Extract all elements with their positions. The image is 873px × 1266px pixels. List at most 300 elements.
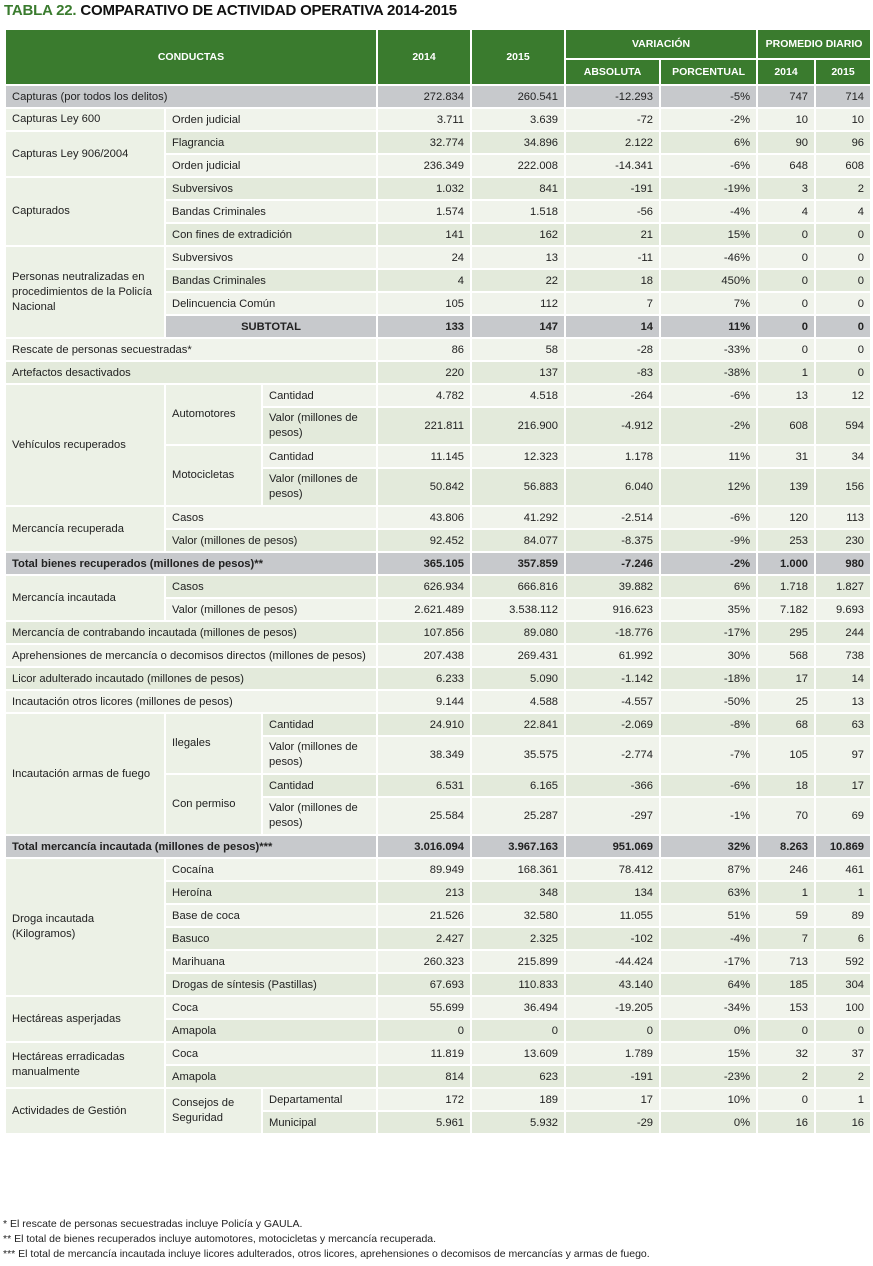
variacion-porcentual: -7% <box>660 736 757 774</box>
value-2015: 56.883 <box>471 468 565 506</box>
value-2014: 814 <box>377 1065 471 1088</box>
promedio-2015: 37 <box>815 1042 871 1065</box>
row-label: Rescate de personas secuestradas* <box>5 338 377 361</box>
variacion-absoluta: -7.246 <box>565 552 660 575</box>
promedio-2015: 980 <box>815 552 871 575</box>
variacion-porcentual: 63% <box>660 881 757 904</box>
row-label: Subversivos <box>165 246 377 269</box>
row-label: Flagrancia <box>165 131 377 154</box>
promedio-2015: 100 <box>815 996 871 1019</box>
row-label: Con fines de extradición <box>165 223 377 246</box>
header-2015: 2015 <box>471 29 565 85</box>
value-2014: 141 <box>377 223 471 246</box>
promedio-2014: 120 <box>757 506 815 529</box>
variacion-absoluta: 18 <box>565 269 660 292</box>
promedio-2014: 139 <box>757 468 815 506</box>
promedio-2014: 568 <box>757 644 815 667</box>
value-2014: 236.349 <box>377 154 471 177</box>
header-promedio-2014: 2014 <box>757 59 815 85</box>
row-label: Mercancía de contrabando incautada (millones de pesos) <box>5 621 377 644</box>
table-row <box>5 996 871 1019</box>
promedio-2014: 608 <box>757 407 815 445</box>
promedio-2014: 59 <box>757 904 815 927</box>
variacion-porcentual: 6% <box>660 575 757 598</box>
promedio-2014: 25 <box>757 690 815 713</box>
row-label: Casos <box>165 575 377 598</box>
variacion-absoluta: 14 <box>565 315 660 338</box>
value-2015: 4.588 <box>471 690 565 713</box>
value-2015: 348 <box>471 881 565 904</box>
variacion-absoluta: 1.789 <box>565 1042 660 1065</box>
promedio-2014: 3 <box>757 177 815 200</box>
row-label: Amapola <box>165 1065 377 1088</box>
row-label: Orden judicial <box>165 154 377 177</box>
promedio-2014: 0 <box>757 292 815 315</box>
value-2014: 2.621.489 <box>377 598 471 621</box>
value-2015: 3.538.112 <box>471 598 565 621</box>
promedio-2014: 1.718 <box>757 575 815 598</box>
table-row <box>5 361 871 384</box>
value-2015: 22 <box>471 269 565 292</box>
variacion-absoluta: -83 <box>565 361 660 384</box>
group-label: Vehículos recuperados <box>5 384 165 506</box>
table-row <box>5 177 871 200</box>
row-label: Valor (millones de pesos) <box>262 407 377 445</box>
variacion-porcentual: -19% <box>660 177 757 200</box>
table-row <box>5 506 871 529</box>
promedio-2014: 2 <box>757 1065 815 1088</box>
value-2015: 35.575 <box>471 736 565 774</box>
table-row <box>5 575 871 598</box>
row-label: SUBTOTAL <box>165 315 377 338</box>
promedio-2014: 0 <box>757 1019 815 1042</box>
promedio-2015: 244 <box>815 621 871 644</box>
promedio-2014: 1 <box>757 361 815 384</box>
variacion-absoluta: -2.514 <box>565 506 660 529</box>
value-2014: 221.811 <box>377 407 471 445</box>
variacion-porcentual: 32% <box>660 835 757 858</box>
variacion-porcentual: -33% <box>660 338 757 361</box>
value-2015: 36.494 <box>471 996 565 1019</box>
row-label: Coca <box>165 1042 377 1065</box>
row-label: Base de coca <box>165 904 377 927</box>
value-2015: 6.165 <box>471 774 565 797</box>
value-2015: 13.609 <box>471 1042 565 1065</box>
row-label: Marihuana <box>165 950 377 973</box>
promedio-2015: 1.827 <box>815 575 871 598</box>
value-2014: 55.699 <box>377 996 471 1019</box>
row-label: Valor (millones de pesos) <box>262 797 377 835</box>
promedio-2015: 1 <box>815 1088 871 1111</box>
value-2014: 220 <box>377 361 471 384</box>
value-2014: 2.427 <box>377 927 471 950</box>
promedio-2014: 295 <box>757 621 815 644</box>
promedio-2015: 4 <box>815 200 871 223</box>
variacion-porcentual: 12% <box>660 468 757 506</box>
header-variacion: VARIACIÓN <box>565 29 757 59</box>
value-2015: 269.431 <box>471 644 565 667</box>
variacion-porcentual: -6% <box>660 774 757 797</box>
variacion-absoluta: -366 <box>565 774 660 797</box>
variacion-absoluta: 6.040 <box>565 468 660 506</box>
variacion-porcentual: -17% <box>660 621 757 644</box>
row-label: Cantidad <box>262 384 377 407</box>
promedio-2015: 113 <box>815 506 871 529</box>
variacion-porcentual: 450% <box>660 269 757 292</box>
row-label: Amapola <box>165 1019 377 1042</box>
table-number: TABLA 22. <box>4 2 77 19</box>
variacion-absoluta: 17 <box>565 1088 660 1111</box>
variacion-absoluta: 39.882 <box>565 575 660 598</box>
value-2015: 22.841 <box>471 713 565 736</box>
variacion-absoluta: -2.774 <box>565 736 660 774</box>
variacion-absoluta: 916.623 <box>565 598 660 621</box>
group-label: Capturas Ley 906/2004 <box>5 131 165 177</box>
promedio-2015: 738 <box>815 644 871 667</box>
variacion-porcentual: -34% <box>660 996 757 1019</box>
row-label: Municipal <box>262 1111 377 1134</box>
row-label: Licor adulterado incautado (millones de pesos) <box>5 667 377 690</box>
variacion-porcentual: -2% <box>660 108 757 131</box>
promedio-2015: 14 <box>815 667 871 690</box>
variacion-absoluta: -2.069 <box>565 713 660 736</box>
value-2014: 5.961 <box>377 1111 471 1134</box>
promedio-2015: 10 <box>815 108 871 131</box>
variacion-porcentual: -1% <box>660 797 757 835</box>
group-label: Mercancía incautada <box>5 575 165 621</box>
row-label: Casos <box>165 506 377 529</box>
header-promedio-diario: PROMEDIO DIARIO <box>757 29 871 59</box>
value-2015: 2.325 <box>471 927 565 950</box>
group-label: Capturas Ley 600 <box>5 108 165 131</box>
table-row <box>5 246 871 269</box>
variacion-porcentual: 15% <box>660 1042 757 1065</box>
value-2015: 112 <box>471 292 565 315</box>
promedio-2015: 0 <box>815 361 871 384</box>
value-2014: 1.032 <box>377 177 471 200</box>
row-label: Bandas Criminales <box>165 200 377 223</box>
value-2015: 168.361 <box>471 858 565 881</box>
value-2015: 841 <box>471 177 565 200</box>
variacion-absoluta: 21 <box>565 223 660 246</box>
promedio-2014: 18 <box>757 774 815 797</box>
row-label: Valor (millones de pesos) <box>165 598 377 621</box>
value-2014: 107.856 <box>377 621 471 644</box>
value-2015: 34.896 <box>471 131 565 154</box>
value-2015: 189 <box>471 1088 565 1111</box>
variacion-porcentual: -2% <box>660 552 757 575</box>
promedio-2015: 0 <box>815 269 871 292</box>
variacion-absoluta: -1.142 <box>565 667 660 690</box>
promedio-2015: 17 <box>815 774 871 797</box>
variacion-absoluta: -12.293 <box>565 85 660 108</box>
promedio-2014: 0 <box>757 315 815 338</box>
variacion-absoluta: -4.557 <box>565 690 660 713</box>
promedio-2015: 714 <box>815 85 871 108</box>
variacion-absoluta: -29 <box>565 1111 660 1134</box>
variacion-porcentual: 7% <box>660 292 757 315</box>
value-2014: 11.145 <box>377 445 471 468</box>
group-label: Mercancía recuperada <box>5 506 165 552</box>
table-row <box>5 85 871 108</box>
promedio-2014: 70 <box>757 797 815 835</box>
value-2015: 162 <box>471 223 565 246</box>
table-row <box>5 858 871 881</box>
group-label: Motocicletas <box>165 445 262 506</box>
variacion-absoluta: -44.424 <box>565 950 660 973</box>
value-2015: 215.899 <box>471 950 565 973</box>
promedio-2015: 9.693 <box>815 598 871 621</box>
header-promedio-2015: 2015 <box>815 59 871 85</box>
variacion-porcentual: -6% <box>660 384 757 407</box>
variacion-absoluta: 11.055 <box>565 904 660 927</box>
variacion-porcentual: -2% <box>660 407 757 445</box>
promedio-2014: 1 <box>757 881 815 904</box>
variacion-porcentual: -4% <box>660 200 757 223</box>
table-row <box>5 552 871 575</box>
promedio-2015: 608 <box>815 154 871 177</box>
promedio-2014: 153 <box>757 996 815 1019</box>
value-2015: 13 <box>471 246 565 269</box>
value-2015: 260.541 <box>471 85 565 108</box>
value-2014: 25.584 <box>377 797 471 835</box>
promedio-2015: 0 <box>815 223 871 246</box>
row-label: Valor (millones de pesos) <box>262 736 377 774</box>
value-2014: 21.526 <box>377 904 471 927</box>
variacion-absoluta: -72 <box>565 108 660 131</box>
value-2014: 67.693 <box>377 973 471 996</box>
value-2015: 137 <box>471 361 565 384</box>
value-2014: 9.144 <box>377 690 471 713</box>
value-2015: 3.639 <box>471 108 565 131</box>
promedio-2015: 89 <box>815 904 871 927</box>
table-title-text: COMPARATIVO DE ACTIVIDAD OPERATIVA 2014-2015 <box>80 2 457 19</box>
value-2014: 1.574 <box>377 200 471 223</box>
row-label: Valor (millones de pesos) <box>165 529 377 552</box>
table-row <box>5 667 871 690</box>
promedio-2015: 34 <box>815 445 871 468</box>
variacion-absoluta: -264 <box>565 384 660 407</box>
promedio-2014: 10 <box>757 108 815 131</box>
promedio-2015: 0 <box>815 292 871 315</box>
variacion-porcentual: 11% <box>660 445 757 468</box>
promedio-2015: 13 <box>815 690 871 713</box>
promedio-2014: 32 <box>757 1042 815 1065</box>
value-2014: 105 <box>377 292 471 315</box>
value-2015: 110.833 <box>471 973 565 996</box>
table-body <box>5 85 871 1134</box>
variacion-absoluta: 43.140 <box>565 973 660 996</box>
promedio-2015: 0 <box>815 338 871 361</box>
value-2015: 25.287 <box>471 797 565 835</box>
value-2014: 24.910 <box>377 713 471 736</box>
table-row <box>5 835 871 858</box>
value-2014: 172 <box>377 1088 471 1111</box>
value-2015: 666.816 <box>471 575 565 598</box>
variacion-porcentual: 0% <box>660 1019 757 1042</box>
header-conductas: CONDUCTAS <box>5 29 377 85</box>
promedio-2014: 648 <box>757 154 815 177</box>
footnotes <box>3 1217 650 1262</box>
promedio-2015: 16 <box>815 1111 871 1134</box>
table-row <box>5 1088 871 1111</box>
promedio-2014: 1.000 <box>757 552 815 575</box>
promedio-2015: 156 <box>815 468 871 506</box>
value-2015: 5.932 <box>471 1111 565 1134</box>
promedio-2015: 2 <box>815 1065 871 1088</box>
value-2015: 5.090 <box>471 667 565 690</box>
promedio-2014: 747 <box>757 85 815 108</box>
promedio-2015: 594 <box>815 407 871 445</box>
row-label: Aprehensiones de mercancía o decomisos directos (millones de pesos) <box>5 644 377 667</box>
row-label: Bandas Criminales <box>165 269 377 292</box>
variacion-absoluta: -56 <box>565 200 660 223</box>
row-label: Cantidad <box>262 445 377 468</box>
group-label: Hectáreas asperjadas <box>5 996 165 1042</box>
variacion-porcentual: 11% <box>660 315 757 338</box>
value-2014: 43.806 <box>377 506 471 529</box>
variacion-absoluta: -4.912 <box>565 407 660 445</box>
variacion-porcentual: -46% <box>660 246 757 269</box>
value-2014: 6.531 <box>377 774 471 797</box>
variacion-absoluta: -191 <box>565 177 660 200</box>
value-2015: 4.518 <box>471 384 565 407</box>
value-2015: 41.292 <box>471 506 565 529</box>
table-row <box>5 621 871 644</box>
table-row <box>5 384 871 407</box>
value-2015: 357.859 <box>471 552 565 575</box>
row-label: Cantidad <box>262 713 377 736</box>
variacion-porcentual: -23% <box>660 1065 757 1088</box>
promedio-2014: 7 <box>757 927 815 950</box>
promedio-2014: 13 <box>757 384 815 407</box>
comparativo-table <box>4 28 872 1135</box>
value-2014: 213 <box>377 881 471 904</box>
group-label: Droga incautada (Kilogramos) <box>5 858 165 996</box>
promedio-2015: 0 <box>815 246 871 269</box>
row-label: Total bienes recuperados (millones de pesos)** <box>5 552 377 575</box>
variacion-absoluta: -191 <box>565 1065 660 1088</box>
row-label: Coca <box>165 996 377 1019</box>
variacion-porcentual: -38% <box>660 361 757 384</box>
promedio-2014: 0 <box>757 246 815 269</box>
value-2015: 3.967.163 <box>471 835 565 858</box>
table-row <box>5 1042 871 1065</box>
variacion-absoluta: -8.375 <box>565 529 660 552</box>
variacion-porcentual: -18% <box>660 667 757 690</box>
promedio-2014: 16 <box>757 1111 815 1134</box>
variacion-porcentual: 6% <box>660 131 757 154</box>
value-2014: 3.016.094 <box>377 835 471 858</box>
footnote-2: ** El total de bienes recuperados incluye automotores, motocicletas y mercancía recuperada. <box>3 1233 437 1245</box>
group-label: Personas neutralizadas en procedimientos de la Policía Nacional <box>5 246 165 338</box>
variacion-absoluta: -14.341 <box>565 154 660 177</box>
variacion-absoluta: -28 <box>565 338 660 361</box>
variacion-porcentual: -6% <box>660 506 757 529</box>
value-2015: 89.080 <box>471 621 565 644</box>
value-2015: 222.008 <box>471 154 565 177</box>
promedio-2015: 304 <box>815 973 871 996</box>
variacion-absoluta: 134 <box>565 881 660 904</box>
variacion-absoluta: 1.178 <box>565 445 660 468</box>
row-label: Delincuencia Común <box>165 292 377 315</box>
value-2015: 0 <box>471 1019 565 1042</box>
group-label: Hectáreas erradicadas manualmente <box>5 1042 165 1088</box>
promedio-2014: 713 <box>757 950 815 973</box>
value-2014: 38.349 <box>377 736 471 774</box>
value-2014: 92.452 <box>377 529 471 552</box>
variacion-absoluta: 61.992 <box>565 644 660 667</box>
variacion-porcentual: -6% <box>660 154 757 177</box>
value-2015: 84.077 <box>471 529 565 552</box>
value-2015: 1.518 <box>471 200 565 223</box>
table-row <box>5 108 871 131</box>
row-label: Capturas (por todos los delitos) <box>5 85 377 108</box>
table-row <box>5 644 871 667</box>
promedio-2015: 461 <box>815 858 871 881</box>
value-2014: 32.774 <box>377 131 471 154</box>
variacion-porcentual: 15% <box>660 223 757 246</box>
value-2015: 58 <box>471 338 565 361</box>
value-2014: 365.105 <box>377 552 471 575</box>
group-label: Incautación armas de fuego <box>5 713 165 835</box>
table-row <box>5 690 871 713</box>
row-label: Basuco <box>165 927 377 950</box>
table-header <box>5 29 871 85</box>
promedio-2015: 592 <box>815 950 871 973</box>
variacion-porcentual: -50% <box>660 690 757 713</box>
group-label: Con permiso <box>165 774 262 835</box>
footnote-3: *** El total de mercancía incautada incluye licores adulterados, otros licores, aprehensiones o decomisos de mercancías y armas de fuego. <box>3 1248 650 1260</box>
row-label: Artefactos desactivados <box>5 361 377 384</box>
table-row <box>5 713 871 736</box>
promedio-2014: 31 <box>757 445 815 468</box>
row-label: Incautación otros licores (millones de pesos) <box>5 690 377 713</box>
group-label: Capturados <box>5 177 165 246</box>
row-label: Subversivos <box>165 177 377 200</box>
promedio-2014: 4 <box>757 200 815 223</box>
row-label: Heroína <box>165 881 377 904</box>
promedio-2015: 1 <box>815 881 871 904</box>
value-2014: 0 <box>377 1019 471 1042</box>
promedio-2014: 8.263 <box>757 835 815 858</box>
row-label: Cocaína <box>165 858 377 881</box>
group-label: Actividades de Gestión <box>5 1088 165 1134</box>
promedio-2014: 0 <box>757 338 815 361</box>
promedio-2014: 7.182 <box>757 598 815 621</box>
promedio-2014: 0 <box>757 223 815 246</box>
value-2014: 50.842 <box>377 468 471 506</box>
promedio-2014: 253 <box>757 529 815 552</box>
row-label: Drogas de síntesis (Pastillas) <box>165 973 377 996</box>
promedio-2015: 10.869 <box>815 835 871 858</box>
variacion-porcentual: 30% <box>660 644 757 667</box>
value-2014: 133 <box>377 315 471 338</box>
row-label: Total mercancía incautada (millones de pesos)*** <box>5 835 377 858</box>
variacion-porcentual: -17% <box>660 950 757 973</box>
value-2014: 207.438 <box>377 644 471 667</box>
variacion-absoluta: -11 <box>565 246 660 269</box>
value-2015: 623 <box>471 1065 565 1088</box>
variacion-porcentual: -9% <box>660 529 757 552</box>
value-2014: 24 <box>377 246 471 269</box>
value-2014: 626.934 <box>377 575 471 598</box>
value-2014: 11.819 <box>377 1042 471 1065</box>
variacion-porcentual: 64% <box>660 973 757 996</box>
variacion-porcentual: -5% <box>660 85 757 108</box>
variacion-porcentual: 35% <box>660 598 757 621</box>
value-2014: 4.782 <box>377 384 471 407</box>
